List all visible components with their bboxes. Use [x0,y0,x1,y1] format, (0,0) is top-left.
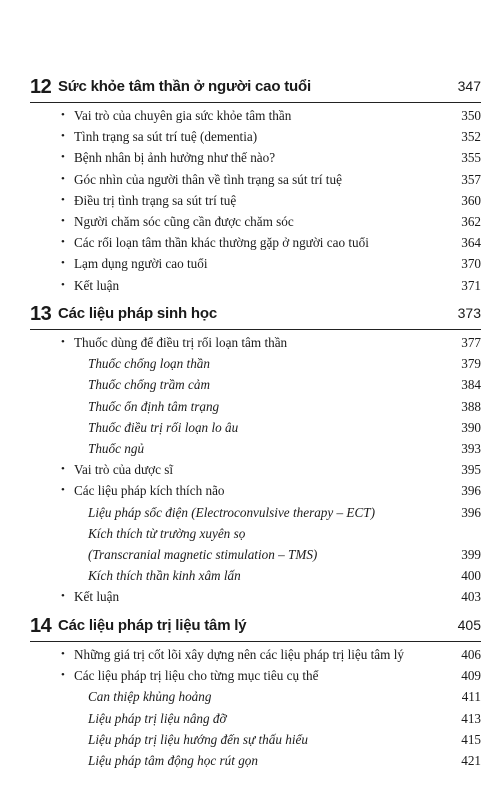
toc-entry-page: 406 [461,647,481,662]
toc-entry-page: 409 [461,668,481,684]
bullet-icon: • [61,109,65,121]
toc-entry[interactable] [0,169,499,190]
chapter-title: Các liệu pháp sinh học [58,305,217,322]
toc-entry-page: 396 [461,483,481,499]
chapter-entries [0,105,499,296]
toc-entry-page: 388 [461,398,481,414]
chapter-13 [0,299,499,605]
chapter-entries [0,332,499,607]
bullet-icon: • [61,278,65,291]
toc-subentry[interactable] [0,565,499,586]
toc-entry[interactable] [0,232,499,253]
bullet-icon: • [61,463,65,476]
toc-subentry-title: Thuốc chống loạn thần [88,356,210,372]
chapter-page-number: 405 [457,617,481,633]
toc-entry[interactable] [0,644,499,665]
toc-entry-page: 399 [461,546,481,562]
toc-subentry[interactable] [0,523,499,544]
toc-subentry-title: Kích thích từ trường xuyên sọ [88,525,246,541]
toc-entry[interactable] [0,126,499,147]
toc-entry[interactable] [0,459,499,480]
toc-subentry[interactable] [0,353,499,374]
toc-entry-page: 395 [461,462,481,478]
toc-subentry[interactable] [0,686,499,707]
toc-entry-title: Bệnh nhân bị ảnh hưởng như thế nào? [74,150,276,166]
chapter-divider [30,641,481,642]
bullet-icon: • [61,193,65,206]
toc-entry[interactable] [0,332,499,353]
toc-entry[interactable] [0,253,499,274]
toc-entry-page: 370 [461,256,481,272]
toc-entry-title: Vai trò của dược sĩ [74,462,174,478]
toc-subentry[interactable] [0,544,499,565]
bullet-icon: • [61,669,65,682]
toc-subentry-title: (Transcranial magnetic stimulation – TMS) [88,546,318,562]
toc-subentry-title: Thuốc ổn định tâm trạng [88,398,220,414]
toc-entry-title: Kết luận [74,589,120,605]
toc-entry-title: Kết luận [74,277,120,293]
toc-entry-title: Các rối loạn tâm thần khác thường gặp ở người cao tuổi [74,235,369,251]
toc-subentry-title: Liệu pháp trị liệu hướng đến sự thấu hiểu [88,731,308,747]
toc-entry-page: 396 [461,504,481,520]
toc-entry-page: 413 [461,710,481,726]
bullet-icon: • [61,590,65,603]
toc-subentry-title: Thuốc điều trị rối loạn lo âu [88,419,239,435]
toc-subentry[interactable] [0,417,499,438]
toc-entry[interactable] [0,586,499,607]
chapter-number: 12 [30,76,52,98]
toc-entry-page: 411 [461,689,481,705]
toc-entry[interactable] [0,665,499,686]
toc-entry[interactable] [0,480,499,501]
chapter-14 [0,611,499,768]
toc-entry-title: Người chăm sóc cũng cần được chăm sóc [74,213,294,229]
toc-entry[interactable] [0,147,499,168]
toc-entry-title: Điều trị tình trạng sa sút trí tuệ [74,192,237,208]
toc-entry[interactable] [0,190,499,211]
chapter-title: Các liệu pháp trị liệu tâm lý [58,617,247,634]
toc-entry-title: Thuốc dùng để điều trị rối loạn tâm thần [74,335,288,350]
toc-subentry[interactable] [0,729,499,750]
toc-subentry-title: Kích thích thần kinh xâm lấn [88,568,241,584]
chapter-number: 13 [30,303,52,325]
toc-entry-page: 393 [461,440,481,456]
toc-subentry-title: Can thiệp khủng hoảng [88,689,212,705]
toc-entry-page: 357 [461,171,481,187]
toc-subentry-title: Thuốc chống trầm cảm [88,377,210,393]
toc-subentry-title: Liệu pháp tâm động học rút gọn [88,752,258,768]
toc-entry-page: 384 [461,377,481,393]
toc-entry-page: 377 [461,335,481,350]
toc-entry-title: Những giá trị cốt lõi xây dựng nên các liệu pháp trị liệu tâm lý [74,647,404,662]
toc-entry-page: 352 [461,129,481,145]
toc-subentry-title: Thuốc ngủ [88,440,145,456]
toc-subentry[interactable] [0,502,499,523]
chapter-page-number: 347 [457,78,481,94]
toc-entry-title: Lạm dụng người cao tuổi [74,256,208,272]
toc-entry-title: Vai trò của chuyên gia sức khỏe tâm thần [74,108,292,123]
toc-subentry[interactable] [0,708,499,729]
chapter-page-number: 373 [457,305,481,321]
chapter-divider [30,102,481,103]
toc-subentry-title: Liệu pháp sốc điện (Electroconvulsive therapy – ECT) [88,504,376,520]
bullet-icon: • [61,172,65,185]
toc-entry[interactable] [0,105,499,126]
toc-subentry[interactable] [0,396,499,417]
toc-entry-page: 364 [461,235,481,251]
chapter-number: 14 [30,615,52,637]
toc-entry-title: Các liệu pháp kích thích não [74,483,225,499]
toc-entry[interactable] [0,211,499,232]
toc-entry-title: Tình trạng sa sút trí tuệ (dementia) [74,129,258,145]
bullet-icon: • [61,257,65,270]
toc-entry-page: 360 [461,192,481,208]
toc-entry[interactable] [0,275,499,296]
toc-entry-page: 400 [461,568,481,584]
toc-entry-title: Góc nhìn của người thân về tình trạng sa sút trí tuệ [74,171,342,187]
toc-subentry[interactable] [0,750,499,771]
chapter-entries [0,644,499,771]
toc-entry-page: 421 [461,752,481,768]
bullet-icon: • [61,130,65,143]
toc-entry-page: 403 [461,589,481,605]
toc-subentry[interactable] [0,438,499,459]
toc-entry-title: Các liệu pháp trị liệu cho từng mục tiêu cụ thể [74,668,319,684]
chapter-divider [30,329,481,330]
toc-entry-page: 371 [461,277,481,293]
toc-entry-page: 415 [461,731,481,747]
bullet-icon: • [61,151,65,164]
toc-entry-page: 390 [461,419,481,435]
bullet-icon: • [61,648,65,660]
toc-entry-page: 379 [461,356,481,372]
chapter-12 [0,72,499,293]
chapter-heading [0,611,499,641]
toc-entry-page: 350 [461,108,481,123]
toc-subentry-title: Liệu pháp trị liệu nâng đỡ [88,710,227,726]
bullet-icon: • [61,236,65,249]
toc-entry-page: 355 [461,150,481,166]
bullet-icon: • [61,214,65,227]
chapter-title: Sức khỏe tâm thần ở người cao tuổi [58,78,311,95]
chapter-heading [0,72,499,102]
toc-subentry[interactable] [0,374,499,395]
bullet-icon: • [61,484,65,497]
toc-entry-page: 362 [461,213,481,229]
bullet-icon: • [61,336,65,348]
chapter-heading [0,299,499,329]
